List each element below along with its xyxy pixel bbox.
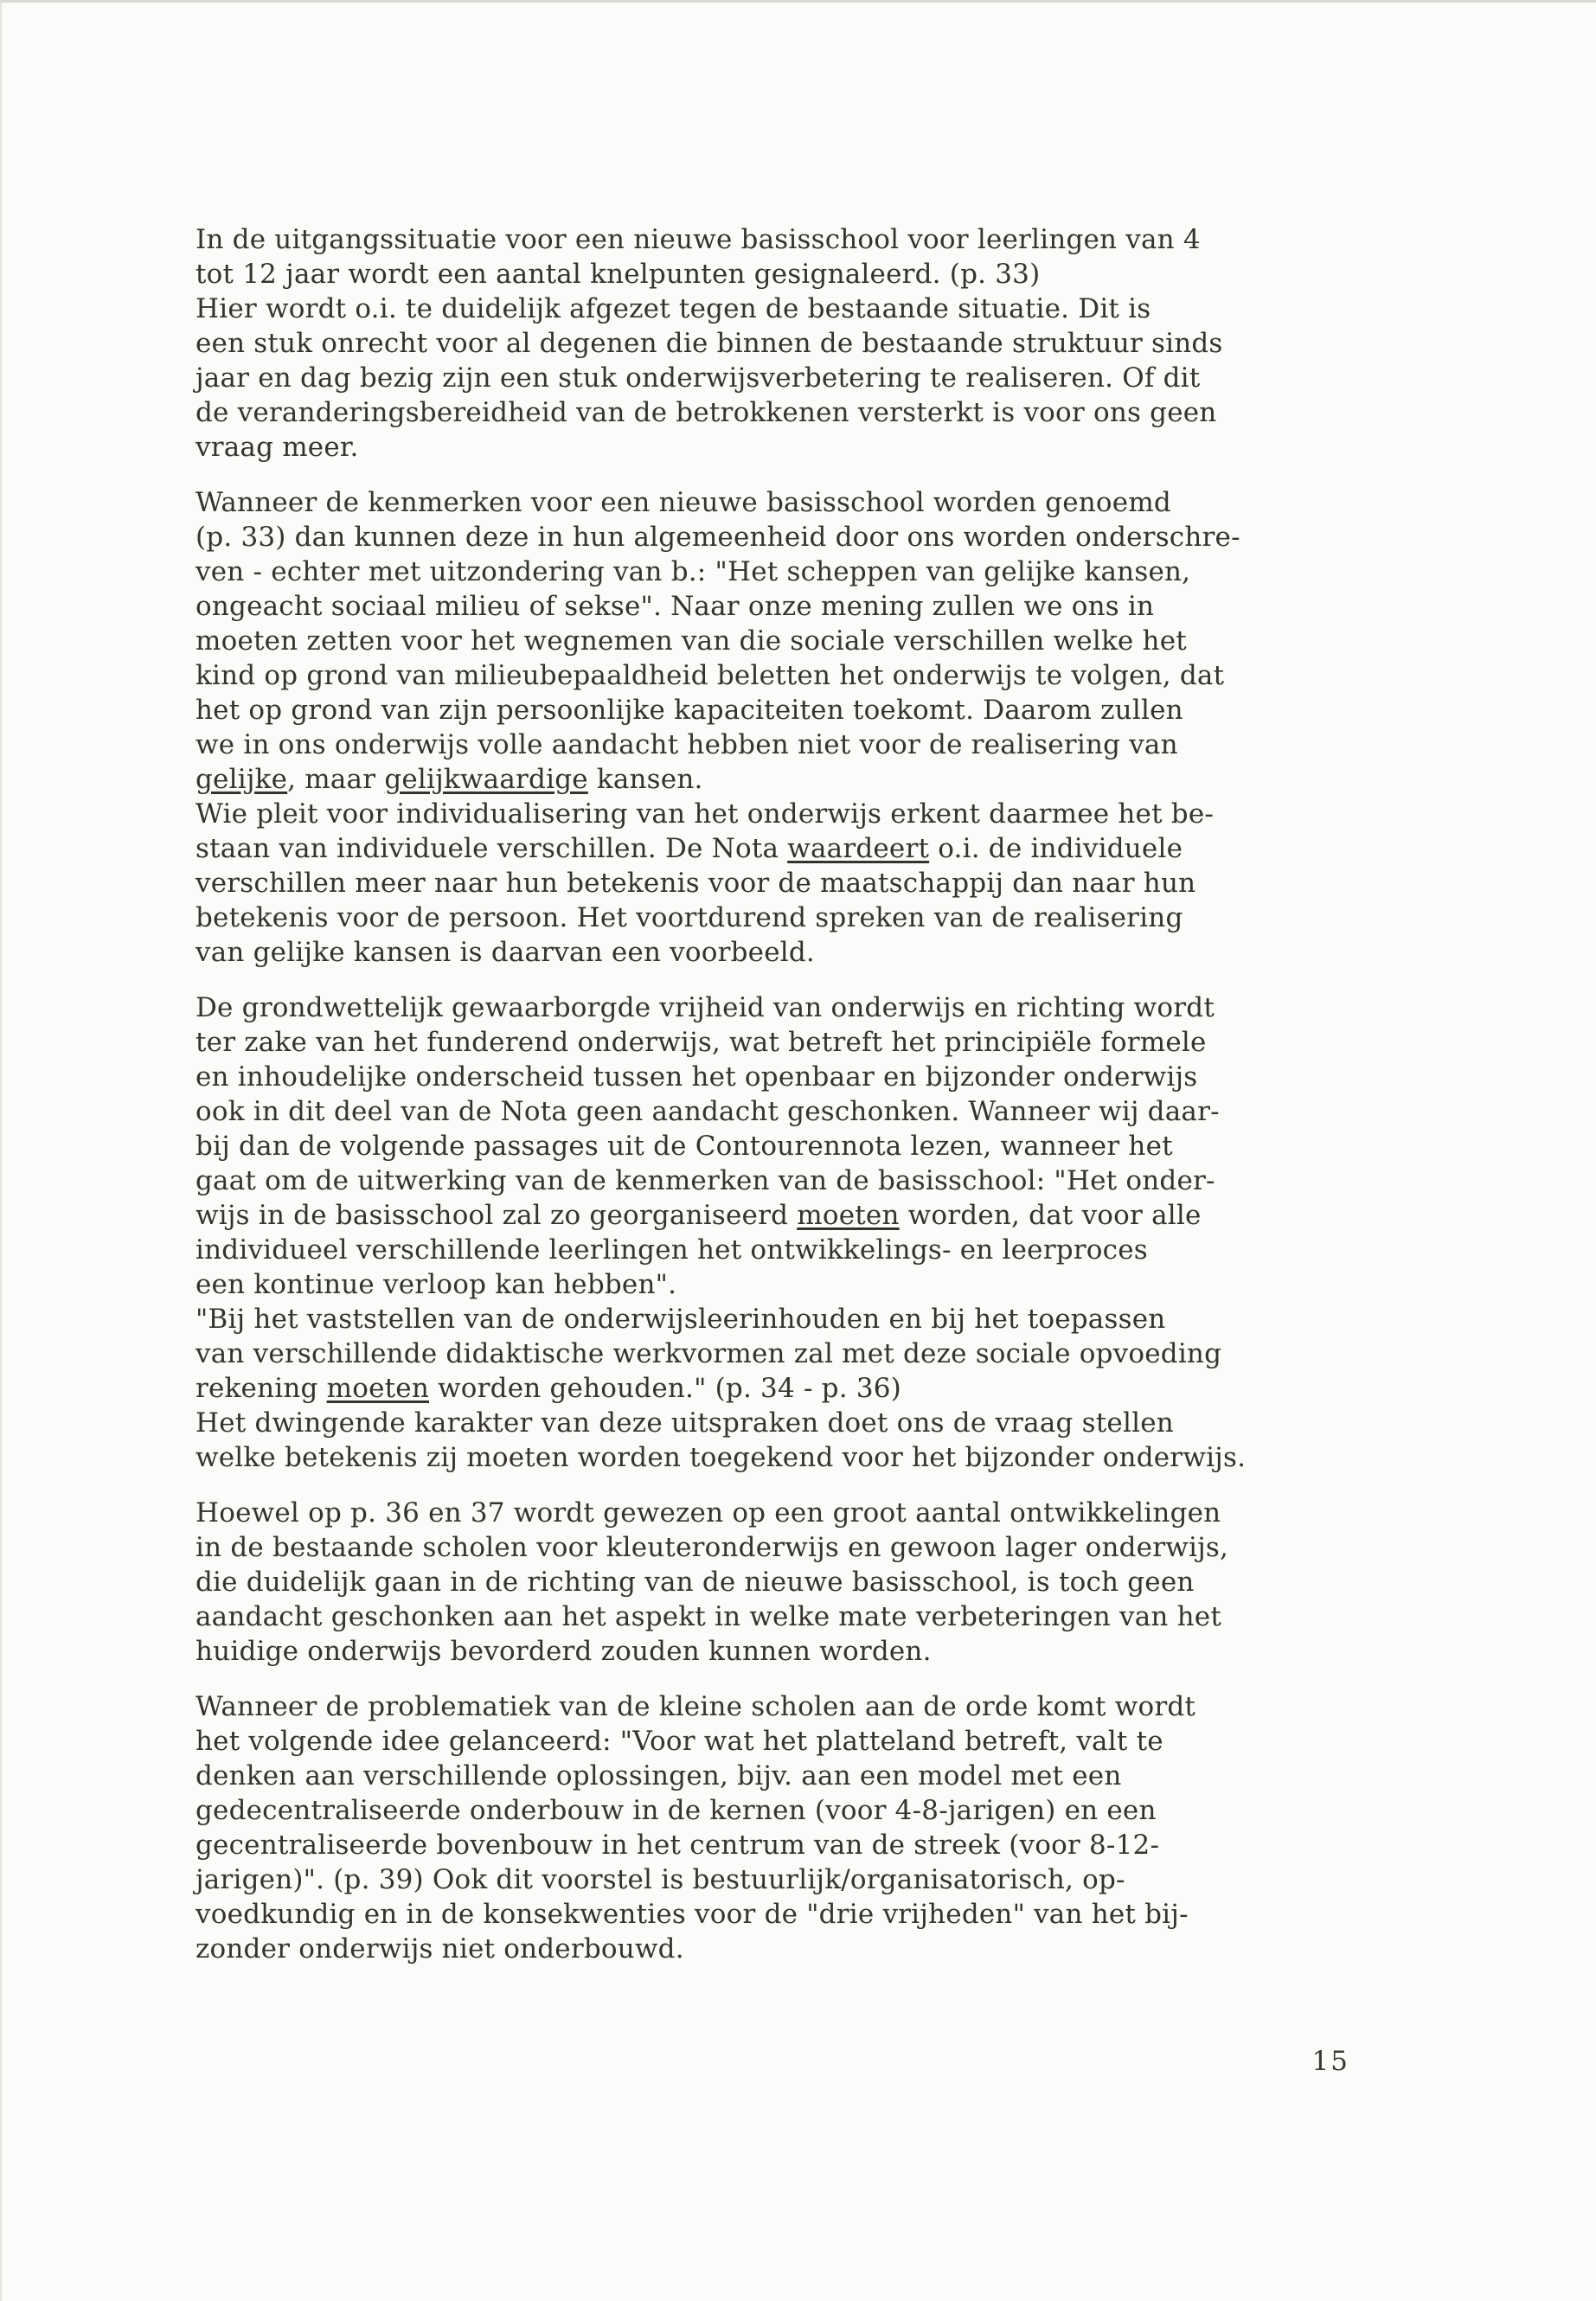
text-line: tot 12 jaar wordt een aantal knelpunten gesignaleerd. (p. 33) xyxy=(195,259,1041,290)
text-line: en inhoudelijke onderscheid tussen het openbaar en bijzonder onderwijs xyxy=(195,1061,1198,1093)
text-line: ter zake van het funderend onderwijs, wat betreft het principiële formele xyxy=(195,1027,1207,1058)
text-line: welke betekenis zij moeten worden toegekend voor het bijzonder onderwijs. xyxy=(195,1442,1247,1473)
text-line: jaar en dag bezig zijn een stuk onderwijsverbetering te realiseren. Of dit xyxy=(195,362,1201,394)
text-line: Het dwingende karakter van deze uitspraken doet ons de vraag stellen xyxy=(195,1407,1174,1439)
text-line: ven - echter met uitzondering van b.: "Het scheppen van gelijke kansen, xyxy=(195,556,1191,587)
page-number: 15 xyxy=(1311,2046,1349,2077)
text-line: ongeacht sociaal milieu of sekse". Naar onze mening zullen we ons in xyxy=(195,591,1155,622)
underlined-word: gelijkwaardige xyxy=(384,764,588,795)
text-line: gedecentraliseerde onderbouw in de kernen (voor 4-8-jarigen) en een xyxy=(195,1795,1157,1826)
text-line: aandacht geschonken aan het aspekt in welke mate verbeteringen van het xyxy=(195,1601,1221,1632)
text-line: de veranderingsbereidheid van de betrokkenen versterkt is voor ons geen xyxy=(195,397,1217,428)
document-body xyxy=(195,222,1363,1966)
text-line: De grondwettelijk gewaarborgde vrijheid van onderwijs en richting wordt xyxy=(195,992,1215,1023)
text-fragment: o.i. de individuele xyxy=(929,833,1183,864)
text-line: moeten zetten voor het wegnemen van die sociale verschillen welke het xyxy=(195,625,1187,657)
underlined-word: moeten xyxy=(797,1200,900,1231)
text-line: ook in dit deel van de Nota geen aandacht geschonken. Wanneer wij daar- xyxy=(195,1096,1220,1127)
text-line: die duidelijk gaan in de richting van de nieuwe basisschool, is toch geen xyxy=(195,1567,1195,1598)
text-fragment: worden gehouden." (p. 34 - p. 36) xyxy=(429,1373,901,1404)
text-line: gaat om de uitwerking van de kenmerken van de basisschool: "Het onder- xyxy=(195,1165,1215,1196)
text-fragment: rekening xyxy=(195,1373,327,1404)
paragraph-knelpunten xyxy=(195,222,1363,465)
text-line xyxy=(195,831,1363,866)
text-line: jarigen)". (p. 39) Ook dit voorstel is bestuurlijk/organisatorisch, op- xyxy=(195,1864,1125,1895)
text-fragment: staan van individuele verschillen. De Nota xyxy=(195,833,788,864)
text-line: In de uitgangssituatie voor een nieuwe basisschool voor leerlingen van 4 xyxy=(195,224,1201,255)
text-line: Wanneer de problematiek van de kleine scholen aan de orde komt wordt xyxy=(195,1691,1196,1722)
text-line: Wanneer de kenmerken voor een nieuwe basisschool worden genoemd xyxy=(195,487,1171,518)
text-line: huidige onderwijs bevorderd zouden kunnen worden. xyxy=(195,1636,932,1667)
text-fragment: wijs in de basisschool zal zo georganiseerd xyxy=(195,1200,798,1231)
text-line xyxy=(195,1371,1363,1406)
text-line: een kontinue verloop kan hebben". xyxy=(195,1269,677,1300)
text-line: (p. 33) dan kunnen deze in hun algemeenheid door ons worden onderschre- xyxy=(195,522,1240,553)
text-line: "Bij het vaststellen van de onderwijsleerinhouden en bij het toepassen xyxy=(195,1304,1166,1335)
text-line: het op grond van zijn persoonlijke kapaciteiten toekomt. Daarom zullen xyxy=(195,695,1183,726)
underlined-word: gelijke xyxy=(195,764,288,795)
paragraph-grondwet xyxy=(195,990,1363,1475)
text-line: individueel verschillende leerlingen het ontwikkelings- en leerproces xyxy=(195,1234,1148,1266)
text-line: voedkundig en in de konsekwenties voor de "drie vrijheden" van het bij- xyxy=(195,1899,1189,1930)
text-line: vraag meer. xyxy=(195,432,359,463)
text-line: het volgende idee gelanceerd: "Voor wat het platteland betreft, valt te xyxy=(195,1726,1163,1757)
text-line: een stuk onrecht voor al degenen die binnen de bestaande struktuur sinds xyxy=(195,328,1223,359)
text-line: Hier wordt o.i. te duidelijk afgezet tegen de bestaande situatie. Dit is xyxy=(195,293,1151,324)
text-line: in de bestaande scholen voor kleuteronderwijs en gewoon lager onderwijs, xyxy=(195,1532,1229,1563)
underlined-word: moeten xyxy=(326,1373,430,1404)
underlined-word: waardeert xyxy=(787,833,930,864)
text-fragment: , maar xyxy=(287,764,385,795)
paragraph-kleine-scholen xyxy=(195,1689,1363,1966)
text-line: van verschillende didaktische werkvormen zal met deze sociale opvoeding xyxy=(195,1338,1222,1369)
text-line: we in ons onderwijs volle aandacht hebben niet voor de realisering van xyxy=(195,729,1178,760)
text-line: kind op grond van milieubepaaldheid beletten het onderwijs te volgen, dat xyxy=(195,660,1225,691)
text-line: verschillen meer naar hun betekenis voor de maatschappij dan naar hun xyxy=(195,868,1196,899)
text-line: Wie pleit voor individualisering van het onderwijs erkent daarmee het be- xyxy=(195,798,1215,830)
text-line xyxy=(195,762,1363,797)
text-line: zonder onderwijs niet onderbouwd. xyxy=(195,1933,684,1965)
text-line: denken aan verschillende oplossingen, bijv. aan een model met een xyxy=(195,1760,1122,1791)
text-line xyxy=(195,1198,1363,1233)
paragraph-ontwikkelingen xyxy=(195,1496,1363,1669)
text-line: bij dan de volgende passages uit de Contourennota lezen, wanneer het xyxy=(195,1131,1173,1162)
text-line: van gelijke kansen is daarvan een voorbeeld. xyxy=(195,937,815,968)
text-fragment: kansen. xyxy=(587,764,703,795)
paragraph-kenmerken xyxy=(195,485,1363,970)
text-line: gecentraliseerde bovenbouw in het centrum van de streek (voor 8-12- xyxy=(195,1830,1160,1861)
text-line: betekenis voor de persoon. Het voortdurend spreken van de realisering xyxy=(195,902,1183,933)
text-fragment: worden, dat voor alle xyxy=(899,1200,1202,1231)
text-line: Hoewel op p. 36 en 37 wordt gewezen op een groot aantal ontwikkelingen xyxy=(195,1497,1221,1529)
